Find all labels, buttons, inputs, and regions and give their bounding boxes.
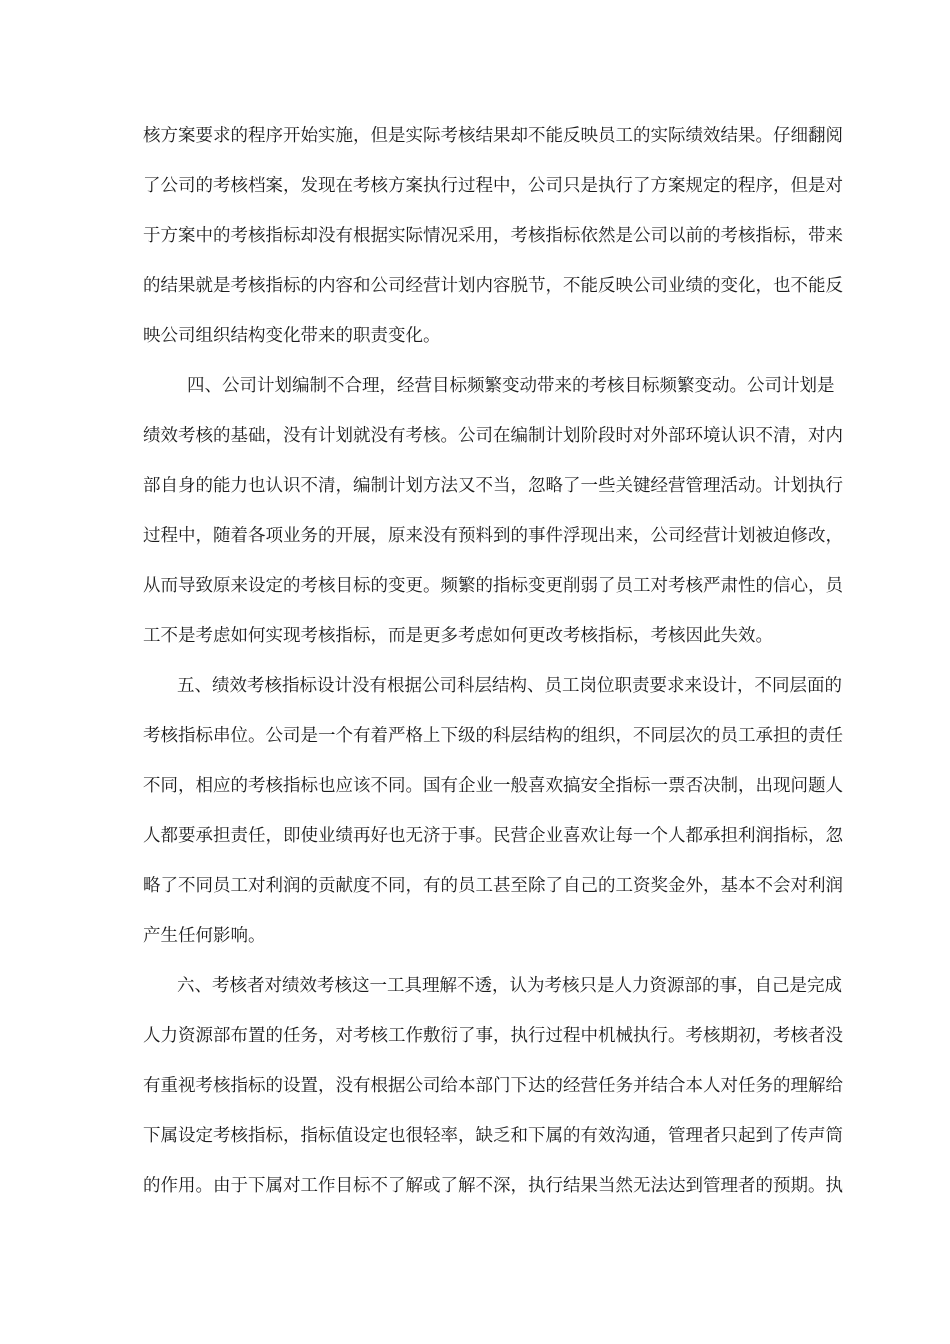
body-text-line: 人都要承担责任，即使业绩再好也无济于事。民营企业喜欢让每一个人都承担利润指标，忽 bbox=[143, 826, 843, 846]
body-text-line: 了公司的考核档案，发现在考核方案执行过程中，公司只是执行了方案规定的程序，但是对 bbox=[143, 176, 843, 196]
body-text-line: 从而导致原来设定的考核目标的变更。频繁的指标变更削弱了员工对考核严肃性的信心，员 bbox=[143, 576, 843, 596]
body-text-line: 有重视考核指标的设置，没有根据公司给本部门下达的经营任务并结合本人对任务的理解给 bbox=[143, 1076, 843, 1096]
body-text-line: 过程中，随着各项业务的开展，原来没有预料到的事件浮现出来，公司经营计划被迫修改， bbox=[143, 526, 843, 546]
paragraph-heading-line: 四、公司计划编制不合理，经营目标频繁变动带来的考核目标频繁变动。公司计划是 bbox=[187, 376, 835, 396]
body-text-line: 不同，相应的考核指标也应该不同。国有企业一般喜欢搞安全指标一票否决制，出现问题人 bbox=[143, 776, 843, 796]
paragraph-heading-line: 五、绩效考核指标设计没有根据公司科层结构、员工岗位职责要求来设计，不同层面的 bbox=[177, 676, 842, 696]
body-text-line: 下属设定考核指标，指标值设定也很轻率，缺乏和下属的有效沟通，管理者只起到了传声筒 bbox=[143, 1126, 843, 1146]
body-text-line: 的结果就是考核指标的内容和公司经营计划内容脱节，不能反映公司业绩的变化，也不能反 bbox=[143, 276, 843, 296]
body-text-line: 映公司组织结构变化带来的职责变化。 bbox=[143, 326, 441, 346]
body-text-line: 产生任何影响。 bbox=[143, 926, 266, 946]
body-text-line: 于方案中的考核指标却没有根据实际情况采用，考核指标依然是公司以前的考核指标，带来 bbox=[143, 226, 843, 246]
body-text-line: 人力资源部布置的任务，对考核工作敷衍了事，执行过程中机械执行。考核期初，考核者没 bbox=[143, 1026, 843, 1046]
body-text-line: 部自身的能力也认识不清，编制计划方法又不当，忽略了一些关键经营管理活动。计划执行 bbox=[143, 476, 843, 496]
body-text-line: 略了不同员工对利润的贡献度不同，有的员工甚至除了自己的工资奖金外，基本不会对利润 bbox=[143, 876, 843, 896]
paragraph-heading-line: 六、考核者对绩效考核这一工具理解不透，认为考核只是人力资源部的事，自己是完成 bbox=[177, 976, 842, 996]
body-text-line: 绩效考核的基础，没有计划就没有考核。公司在编制计划阶段时对外部环境认识不清，对内 bbox=[143, 426, 843, 446]
body-text-line: 工不是考虑如何实现考核指标，而是更多考虑如何更改考核指标，考核因此失效。 bbox=[143, 626, 773, 646]
body-text-line: 考核指标串位。公司是一个有着严格上下级的科层结构的组织，不同层次的员工承担的责任 bbox=[143, 726, 843, 746]
body-text-line: 的作用。由于下属对工作目标不了解或了解不深，执行结果当然无法达到管理者的预期。执 bbox=[143, 1176, 843, 1196]
body-text-line: 核方案要求的程序开始实施，但是实际考核结果却不能反映员工的实际绩效结果。仔细翻阅 bbox=[143, 126, 843, 146]
